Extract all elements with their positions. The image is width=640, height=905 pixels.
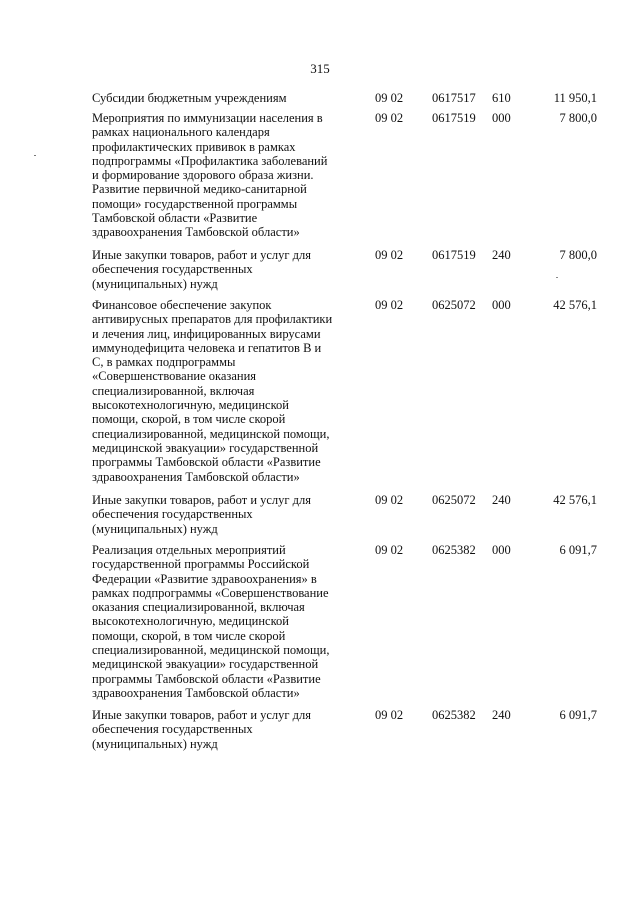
target-code: 0617519 bbox=[432, 248, 476, 262]
section-code: 09 02 bbox=[375, 708, 404, 722]
amount: 7 800,0 bbox=[559, 111, 597, 125]
expense-type-code: 240 bbox=[492, 248, 511, 262]
section-code: 09 02 bbox=[375, 543, 404, 557]
target-code: 0625382 bbox=[432, 708, 476, 722]
target-code: 0625382 bbox=[432, 543, 476, 557]
section-code: 09 02 bbox=[375, 298, 404, 312]
table-row bbox=[0, 708, 640, 758]
table-row bbox=[0, 91, 640, 111]
row-name: Финансовое обеспечение закупок антивирусных препаратов для профилактики и лечения лиц, инфицированных вирусами иммунодефицита человека и гепатитов В и С, в рамках подпрограммы «Совершенствование оказания специализированной, включая высокотехнологичную, медицинской помощи, скорой, в том числе скорой специализированной, медицинской помощи, медицинской эвакуации» государственной программы Тамбовской области «Развитие здравоохранения Тамбовской области» bbox=[92, 298, 333, 484]
section-code: 09 02 bbox=[375, 111, 404, 125]
table-row bbox=[0, 248, 640, 298]
amount: 42 576,1 bbox=[553, 493, 597, 507]
section-code: 09 02 bbox=[375, 493, 404, 507]
table-row bbox=[0, 298, 640, 493]
amount: 11 950,1 bbox=[553, 91, 597, 105]
page-number: 315 bbox=[310, 61, 330, 76]
target-code: 0617517 bbox=[432, 91, 476, 105]
table-row bbox=[0, 111, 640, 248]
row-name: Иные закупки товаров, работ и услуг для обеспечения государственных (муниципальных) нужд bbox=[92, 708, 312, 751]
expense-type-code: 240 bbox=[492, 493, 511, 507]
budget-table bbox=[0, 91, 640, 758]
table-row bbox=[0, 493, 640, 543]
expense-type-code: 000 bbox=[492, 543, 511, 557]
target-code: 0625072 bbox=[432, 298, 476, 312]
target-code: 0617519 bbox=[432, 111, 476, 125]
row-name: Реализация отдельных мероприятий государственной программы Российской Федерации «Развитие здравоохранения» в рамках подпрограммы «Совершенствование оказания специализированной, включая высокотехнологичную, медицинской помощи, скорой, в том числе скорой специализированной, медицинской помощи, медицинской эвакуации» государственной программы Тамбовской области «Развитие здравоохранения Тамбовской области» bbox=[92, 543, 330, 700]
target-code: 0625072 bbox=[432, 493, 476, 507]
expense-type-code: 000 bbox=[492, 298, 511, 312]
row-name: Субсидии бюджетным учреждениям bbox=[92, 91, 287, 105]
expense-type-code: 240 bbox=[492, 708, 511, 722]
row-name: Мероприятия по иммунизации населения в рамках национального календаря профилактических прививок в рамках подпрограммы «Профилактика заболеваний и формирование здорового образа жизни. Развитие первичной медико-санитарной помощи» государственной программы Тамбовской области «Развитие здравоохранения Тамбовской области» bbox=[92, 111, 328, 240]
row-name: Иные закупки товаров, работ и услуг для обеспечения государственных (муниципальных) нужд bbox=[92, 493, 312, 536]
amount: 6 091,7 bbox=[559, 708, 597, 722]
amount: 42 576,1 bbox=[553, 298, 597, 312]
row-name: Иные закупки товаров, работ и услуг для обеспечения государственных (муниципальных) нужд bbox=[92, 248, 312, 291]
expense-type-code: 000 bbox=[492, 111, 511, 125]
amount: 6 091,7 bbox=[559, 543, 597, 557]
amount: 7 800,0 bbox=[559, 248, 597, 262]
section-code: 09 02 bbox=[375, 91, 404, 105]
expense-type-code: 610 bbox=[492, 91, 511, 105]
table-row bbox=[0, 543, 640, 708]
section-code: 09 02 bbox=[375, 248, 404, 262]
